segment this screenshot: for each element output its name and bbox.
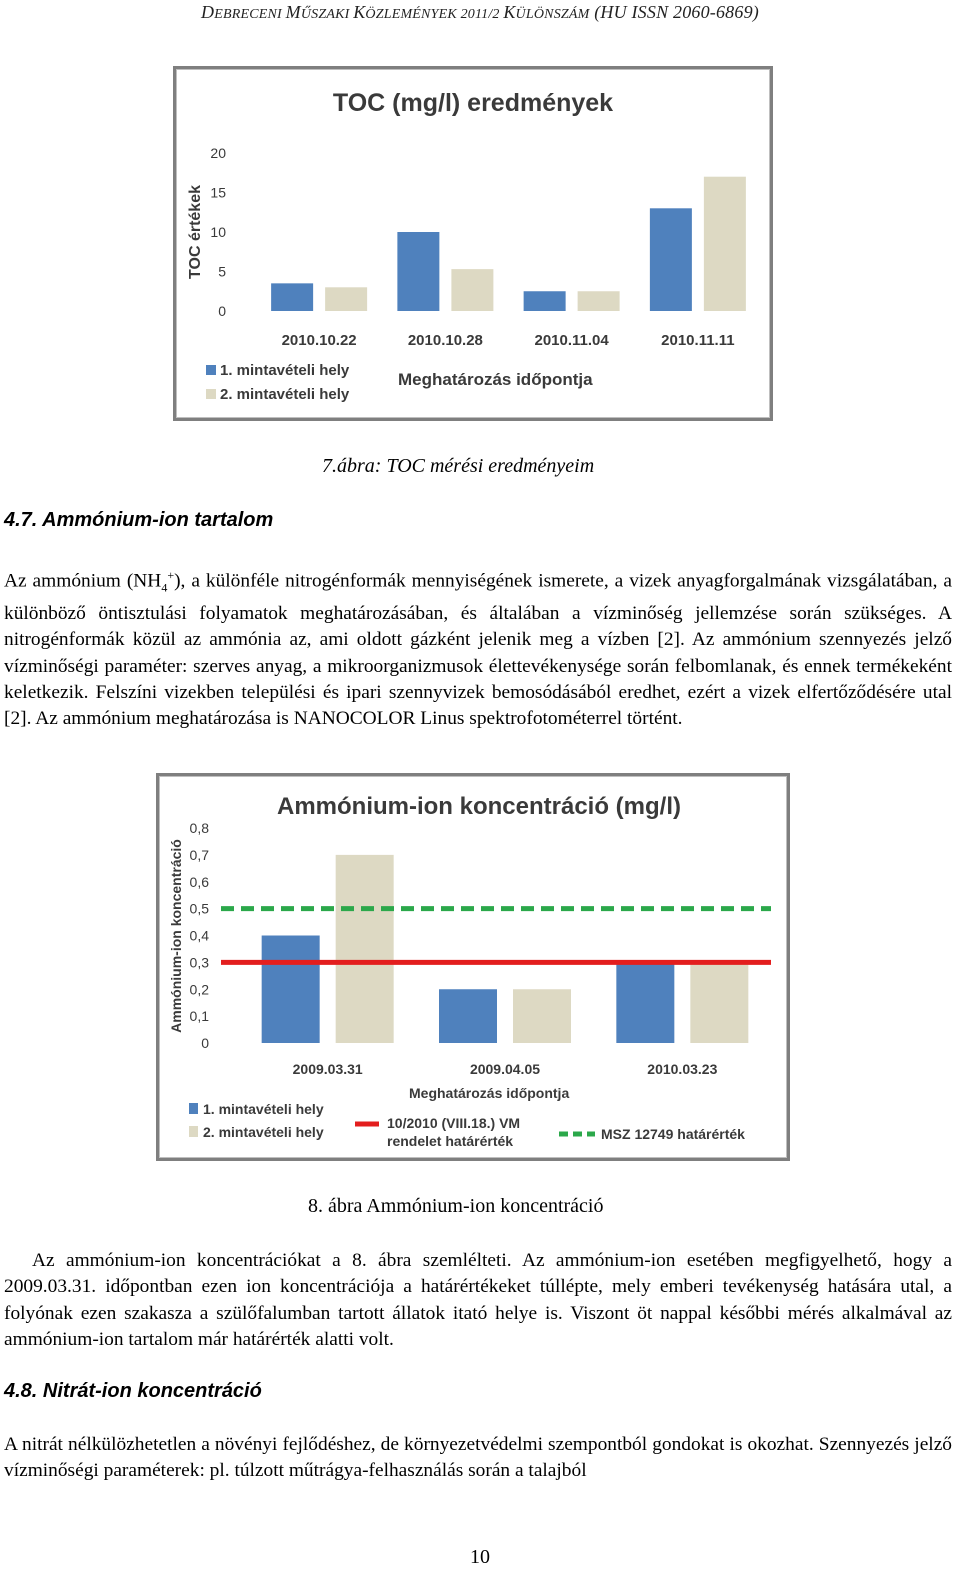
x-tick-label: 2010.11.04 — [534, 332, 609, 349]
y-tick-label: 0 — [218, 303, 226, 319]
x-tick-label: 2010.10.28 — [407, 332, 483, 349]
chart-title: Ammónium-ion koncentráció (mg/l) — [276, 793, 682, 820]
legend-label-2: 2. mintavételi hely — [220, 386, 350, 403]
y-tick-label: 0,7 — [189, 846, 209, 863]
y-tick-label: 0,3 — [189, 954, 209, 971]
bar-1-2010.03.23 — [616, 962, 674, 1043]
x-tick-label: 2009.04.05 — [469, 1061, 541, 1077]
chart-title: TOC (mg/l) eredmények — [332, 89, 614, 117]
bar-1-2010.10.28 — [397, 232, 439, 311]
paragraph-nitrate-intro: A nitrát nélkülözhetetlen a növényi fejlődéshez, de környezetvédelmi szempontból gondokat is okozhat. Szennyezés jelző vízminőségi paraméterek: pl. túlzott műtrágya-felhasználás során a talajból — [4, 1434, 952, 1482]
x-tick-label: 2010.11.11 — [661, 332, 735, 349]
x-tick-label: 2009.03.31 — [292, 1061, 363, 1077]
y-tick-label: 0,4 — [189, 927, 209, 944]
bar-2-2010.10.28 — [451, 269, 493, 311]
legend-label-ref-1a: 10/2010 (VIII.18.) VM — [387, 1115, 521, 1131]
x-axis-label: Meghatározás időpontja — [409, 1085, 570, 1101]
bar-1-2010.11.11 — [650, 208, 692, 311]
y-tick-label: 0,5 — [189, 900, 209, 917]
legend-label-1: 1. mintavételi hely — [203, 1101, 324, 1117]
x-axis-label: Meghatározás időpontja — [398, 370, 593, 389]
x-tick-label: 2010.03.23 — [647, 1061, 718, 1077]
bar-2-2009.04.05 — [513, 989, 571, 1043]
y-tick-label: 15 — [210, 184, 226, 201]
toc-chart-svg — [176, 69, 770, 418]
figure-7-chart — [173, 66, 773, 421]
y-tick-label: 0 — [201, 1035, 209, 1051]
legend-swatch-1 — [189, 1103, 198, 1114]
y-tick-label: 10 — [210, 224, 226, 240]
legend-label-2: 2. mintavételi hely — [203, 1124, 324, 1140]
x-tick-label: 2010.10.22 — [281, 332, 357, 349]
paragraph-ammonium-results: Az ammónium-ion koncentrációkat a 8. ábra szemlélteti. Az ammónium-ion esetében megfigyelhető, hogy a 2009.03.31. időpontban ezen ion koncentrációja a határértékeket túllépte, mely emberi tevékenység hatására utal, a folyónak ezen szakasza a szülőfalumban tartott állatok itató helye is. Viszont öt nappal későbbi mérés alkalmával az ammónium-ion tartalom már határérték alatti volt. — [4, 1250, 952, 1351]
running-header: DEBRECENI MŰSZAKI KÖZLEMÉNYEK 2011/2 KÜLÖNSZÁM (HU ISSN 2060-6869) — [201, 2, 759, 22]
y-tick-label: 0,2 — [189, 981, 209, 998]
legend-swatch-2 — [206, 389, 216, 399]
legend-label-ref-2: MSZ 12749 határérték — [601, 1126, 745, 1142]
y-tick-label: 20 — [210, 145, 226, 161]
page-number: 10 — [470, 1546, 490, 1568]
bar-2-2010.11.04 — [578, 291, 620, 311]
y-axis-label: TOC értékek — [187, 185, 204, 279]
bar-2-2010.10.22 — [325, 287, 367, 311]
bar-2-2009.03.31 — [336, 855, 394, 1043]
legend-swatch-2 — [189, 1126, 198, 1137]
bar-1-2009.04.05 — [439, 989, 497, 1043]
bar-1-2010.11.04 — [524, 291, 566, 311]
y-tick-label: 0,8 — [189, 820, 209, 836]
figure-7-caption: 7.ábra: TOC mérési eredményeim — [322, 455, 595, 477]
y-tick-label: 0,1 — [189, 1008, 209, 1025]
y-tick-label: 5 — [218, 263, 226, 280]
section-title-4-8: 4.8. Nitrát-ion koncentráció — [4, 1380, 262, 1402]
legend-label-ref-1b: rendelet határérték — [387, 1133, 514, 1149]
y-axis-label: Ammónium-ion koncentráció — [168, 839, 184, 1033]
legend-swatch-1 — [206, 365, 216, 375]
figure-8-chart — [156, 773, 790, 1161]
y-tick-label: 0,6 — [189, 873, 209, 890]
bar-2-2010.11.11 — [704, 177, 746, 311]
legend-label-1: 1. mintavételi hely — [220, 362, 350, 379]
bar-1-2009.03.31 — [262, 936, 320, 1044]
paragraph-ammonium-intro: Az ammónium $(NH_4^+)$, a különféle nitrogénformák mennyiségének ismerete, a vizek anyagforgalmának vizsgálatában, a különböző öntisztulási folyamatok meghatározásában, és általában a vízminőség jellemzése során szükséges. A nitrogénformák közül az ammónia az, ami oldott gázként jelenik meg a vízben [2]. Az ammónium szennyezés jelző vízminőségi paraméter: szerves anyag, a mikroorganizmusok élettevékenysége során felbomlanak, és ennek termékeként keletkezik. Felszíni vizekben települési és ipari szennyvizek bemosódásából eredhet, ezért a vizek elfertőződésére utal [2]. Az ammónium meghatározása is NANOCOLOR Linus spektrofotométerrel történt. — [4, 568, 952, 730]
bar-1-2010.10.22 — [271, 283, 313, 311]
ammonium-chart-svg — [159, 776, 787, 1158]
section-title-4-7: 4.7. Ammónium-ion tartalom — [4, 509, 274, 531]
bar-2-2010.03.23 — [690, 962, 748, 1043]
figure-8-caption: 8. ábra Ammónium-ion koncentráció — [308, 1195, 604, 1217]
